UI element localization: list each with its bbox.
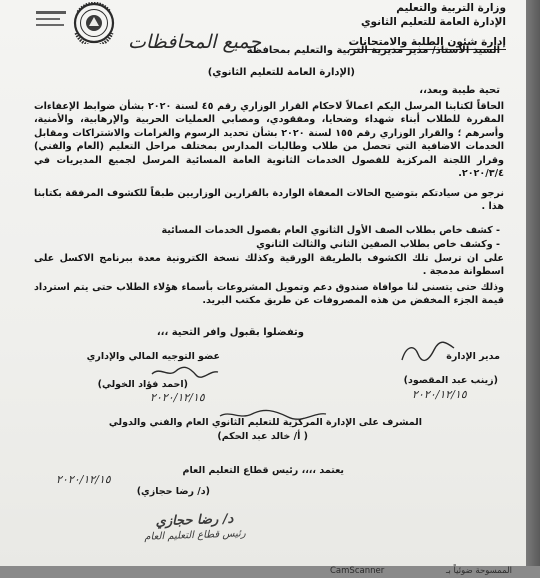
right-signature-mark bbox=[398, 340, 458, 366]
scanner-app-name: CamScanner bbox=[330, 566, 385, 576]
left-signature-date: ٢٠٢٠/١٢/١٥ bbox=[150, 391, 205, 404]
approval-label: يعتمد ،،،، رئيس قطاع التعليم العام bbox=[182, 465, 344, 476]
left-signature-mark bbox=[150, 364, 220, 380]
approval-name: (د/ رضا حجازي) bbox=[136, 486, 210, 497]
body-paragraph-1: الحاقاً لكتابنا المرسل اليكم اعمالاً لاحكام القرار الوزاري رقم ٤٥ لسنة ٢٠٢٠ بشأن ضوابط الإعفاءات المقررة للطلاب أبناء شهداء وضحايا، ومفقودي، ومصابي العمليات الحربية والإرهابية، والأمنية، وأسرهم ؛ والقرار الوزاري رقم ١٥٥ لسنة ٢٠٢٠ بشأن تحديد الرسوم والغرامات والاشتراكات ومقابل الخدمات الاضافية التي تحصل من طلاب وطالبات المدارس بمختلف مراحل التعليم (العام والفني) وقرار اللجنة المركزية للفصول الخدمات الثانوية العامة المسائية المرسل لجميع المديريات في ٢٠٢٠/٣/٤. bbox=[34, 101, 505, 180]
scanner-caption: الممسوحة ضوئياً بـ bbox=[446, 566, 512, 576]
left-signatory-name: (احمد فؤاد الخولي) bbox=[97, 379, 188, 390]
supervisor-name: ( أ/ خالد عبد الحكم) bbox=[217, 431, 308, 442]
closing-line: وتفضلوا بقبول وافر التحية ،،، bbox=[156, 327, 304, 338]
body-paragraph-3: على ان ترسل تلك الكشوف بالطريقة الورقية وكذلك نسخة الكترونية معدة ببرنامج الاكسل على اسطوانة مدمجة . bbox=[34, 253, 504, 278]
scan-edge-right bbox=[526, 0, 540, 578]
list-item: - وكشف خاص بطلاب الصفين الثاني والثالث الثانوي bbox=[256, 238, 500, 250]
body-paragraph-4: وذلك حتى يتسنى لنا موافاة صندوق دعم وتمويل المشروعات بأسماء هؤلاء الطلاب حتى يتم استرداد قيمة الجزء المخفض من هذه المصروفات عن طريق مكتب البريد. bbox=[34, 282, 504, 307]
right-signature-date: ٢٠٢٠/١٢/١٥ bbox=[412, 388, 467, 401]
body-paragraph-2: نرجو من سيادتكم بتوضيح الحالات المعفاة الواردة بالقرارين الوزاريين طبقاً للكشوف المرفقة بكتابنا هذا . bbox=[34, 188, 504, 213]
right-signatory-title: مدير الإدارة bbox=[446, 351, 500, 362]
addressee-label: السيد الأستاذ/ مدير مديرية التربية والتعليم بمحافظة bbox=[246, 45, 500, 56]
stamp-line-1: د/ رضا حجازي bbox=[155, 511, 234, 530]
addressee-handwritten: جميع المحافظات bbox=[128, 31, 262, 53]
attachment-list bbox=[161, 226, 500, 253]
letterhead-department: الإدارة العامة للتعليم الثانوي bbox=[360, 15, 506, 28]
supervisor-signature-mark bbox=[218, 408, 328, 422]
addressee-subtitle: (الإدارة العامة للتعليم الثانوي) bbox=[207, 67, 355, 78]
right-signatory-name: (زينب عبد المقصود) bbox=[403, 375, 498, 386]
supervisor-title: المشرف على الإدارة المركزية للتعليم الثانوي العام والفني والدولي bbox=[108, 417, 422, 428]
stamp-line-2: رئيس قطاع التعليم العام bbox=[144, 528, 246, 543]
ministry-seal-logo bbox=[34, 2, 126, 44]
letterhead-ministry: وزارة التربية والتعليم bbox=[396, 2, 506, 14]
left-signatory-title: عضو التوجيه المالي والإداري bbox=[86, 351, 220, 362]
official-stamp bbox=[134, 511, 255, 559]
approval-date: ٢٠٢٠/١٢/١٥ bbox=[56, 473, 111, 486]
greeting: تحية طيبة وبعد،، bbox=[419, 85, 500, 96]
list-item: - كشف خاص بطلاب الصف الأول الثانوي العام بفصول الخدمات المسائية bbox=[161, 225, 500, 236]
letterhead-office: إدارة شئون الطلبة والامتحانات bbox=[348, 36, 506, 48]
